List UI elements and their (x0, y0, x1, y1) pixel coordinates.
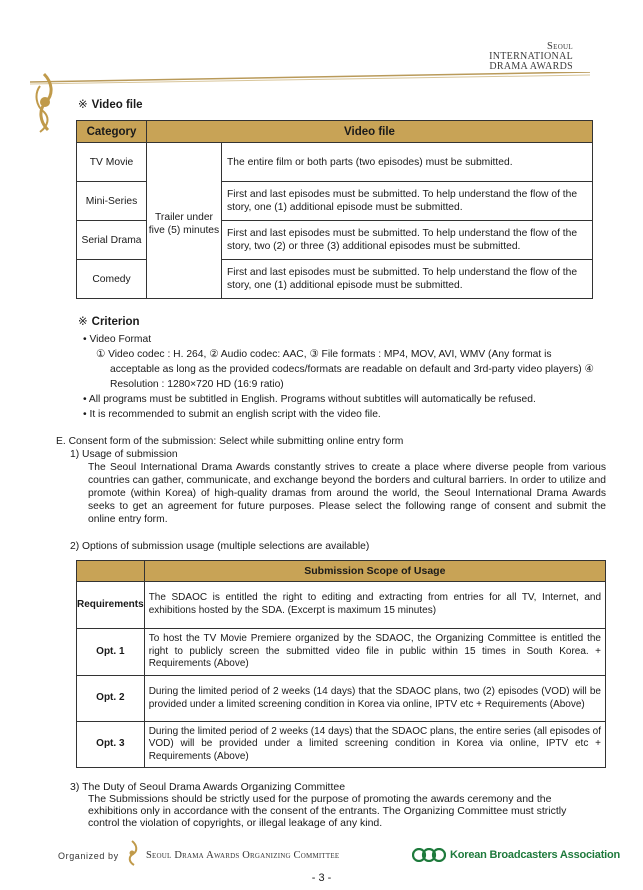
header-rule (30, 72, 590, 86)
option-label: Opt. 1 (77, 629, 145, 676)
page-footer (0, 840, 643, 870)
submission-usage-table (76, 560, 606, 768)
option-label: Opt. 2 (77, 676, 145, 722)
category-cell: Serial Drama (77, 221, 147, 260)
logo-line-1: Seoul (546, 41, 573, 52)
video-file-title-text: Video file (91, 99, 143, 111)
option-desc: During the limited period of 2 weeks (14 days) that the SDAOC plans, two (2) episodes (VOD) will be provided under a limited screening condition in Korea via online, IPTV etc + Requirements (Above) (144, 676, 605, 722)
duty-heading: 3) The Duty of Seoul Drama Awards Organizing Committee (70, 781, 346, 793)
table-row (77, 722, 606, 768)
table-row (77, 629, 606, 676)
organizer-name: Seoul Drama Awards Organizing Committee (146, 850, 340, 861)
option-label: Opt. 3 (77, 722, 145, 768)
consent-heading: E. Consent form of the submission: Select while submitting online entry form (56, 436, 404, 447)
usage-heading: 1) Usage of submission (70, 449, 178, 460)
page-number: - 3 - (311, 872, 332, 884)
table-header-row (77, 561, 606, 582)
desc-cell: The entire film or both parts (two episodes) must be submitted. (222, 143, 593, 182)
header-scope: Submission Scope of Usage (144, 561, 605, 582)
logo-line-2: INTERNATIONAL (489, 51, 573, 62)
option-desc: To host the TV Movie Premiere organized by the SDAOC, the Organizing Committee is entitled the right to publicly screen the submitted video file in public within 15 times in South Korea. + Requirements (Above) (144, 629, 605, 676)
duty-section (70, 781, 600, 829)
page-header (0, 0, 643, 85)
criterion-title-text: Criterion (91, 316, 140, 328)
desc-cell: First and last episodes must be submitted. To help understand the flow of the story, two (2) or three (3) additional episodes must be submitted. (222, 221, 593, 260)
video-file-title (78, 97, 143, 111)
sdaoc-emblem-icon (124, 840, 140, 866)
kba-logo-icon (412, 848, 446, 862)
table-row (77, 676, 606, 722)
desc-cell: First and last episodes must be submitted. To help understand the flow of the story, one (1) additional episode must be submitted. (222, 182, 593, 221)
logo-line-3: DRAMA AWARDS (489, 61, 573, 72)
criterion-title (78, 314, 140, 328)
options-heading: 2) Options of submission usage (multiple selections are available) (70, 541, 370, 552)
table-row (77, 143, 593, 182)
duty-body: The Submissions should be strictly used for the purpose of promoting the awards ceremony and the exhibitions only in accordance with the consent of the entrants. The Organizing Committee must strictly control the violation of copyrights, or illegal leakage of any kind. (88, 793, 567, 829)
table-row (77, 582, 606, 629)
codec-spec: ① Video codec : H. 264, ② Audio codec: AAC, ③ File formats : MP4, MOV, AVI, WMV (Any format is acceptable as long as the provided codecs/formats are readable on default and 3rd-party video players) ④ Resolution : 1280×720 HD (16:9 ratio) (96, 349, 594, 390)
bullet-english-script: • It is recommended to submit an english script with the video file. (83, 409, 381, 420)
option-label: Requirements (77, 582, 145, 629)
usage-body: The Seoul International Drama Awards constantly strives to create a place where diverse people from various countries can gather, communicate, and exchange beyond the borders and cultural barriers. In order to utilize and promote (within Korea) of high-quality dramas from around the world, the Seoul International Drama Awards seeks to get an agreement for future purposes. Please select the following range of consent and submit the online entry form. (88, 462, 606, 525)
category-cell: Mini-Series (77, 182, 147, 221)
header-video-file: Video file (147, 121, 593, 143)
header-category: Category (77, 121, 147, 143)
video-file-table (76, 120, 593, 299)
reference-mark: ※ (78, 99, 88, 111)
header-corner (77, 561, 145, 582)
reference-mark: ※ (78, 316, 88, 328)
bullet-english-subtitles: • All programs must be subtitled in English. Programs without subtitles will automatically be refused. (83, 394, 536, 405)
option-desc: The SDAOC is entitled the right to editing and extracting from entries for all TV, Internet, and exhibitions hosted by the SDA. (Excerpt is maximum 15 minutes) (144, 582, 605, 629)
category-cell: Comedy (77, 260, 147, 299)
trailer-cell: Trailer under five (5) minutes (147, 143, 222, 299)
sida-emblem-icon (30, 72, 58, 134)
option-desc: During the limited period of 2 weeks (14 days) that the SDAOC plans, the entire series (all episodes of VOD) will be provided under a limited screening condition in Korea via online, IPTV etc + Requirements (Above) (144, 722, 605, 768)
bullet-video-format: • Video Format (83, 334, 152, 345)
kba-name: Korean Broadcasters Association (450, 849, 621, 861)
desc-cell: First and last episodes must be submitted. To help understand the flow of the story, one (1) additional episode must be submitted. (222, 260, 593, 299)
sida-logo-text (489, 42, 573, 72)
criterion-list (83, 332, 603, 422)
table-header-row (77, 121, 593, 143)
category-cell: TV Movie (77, 143, 147, 182)
organized-by-label: Organized by (58, 851, 119, 861)
